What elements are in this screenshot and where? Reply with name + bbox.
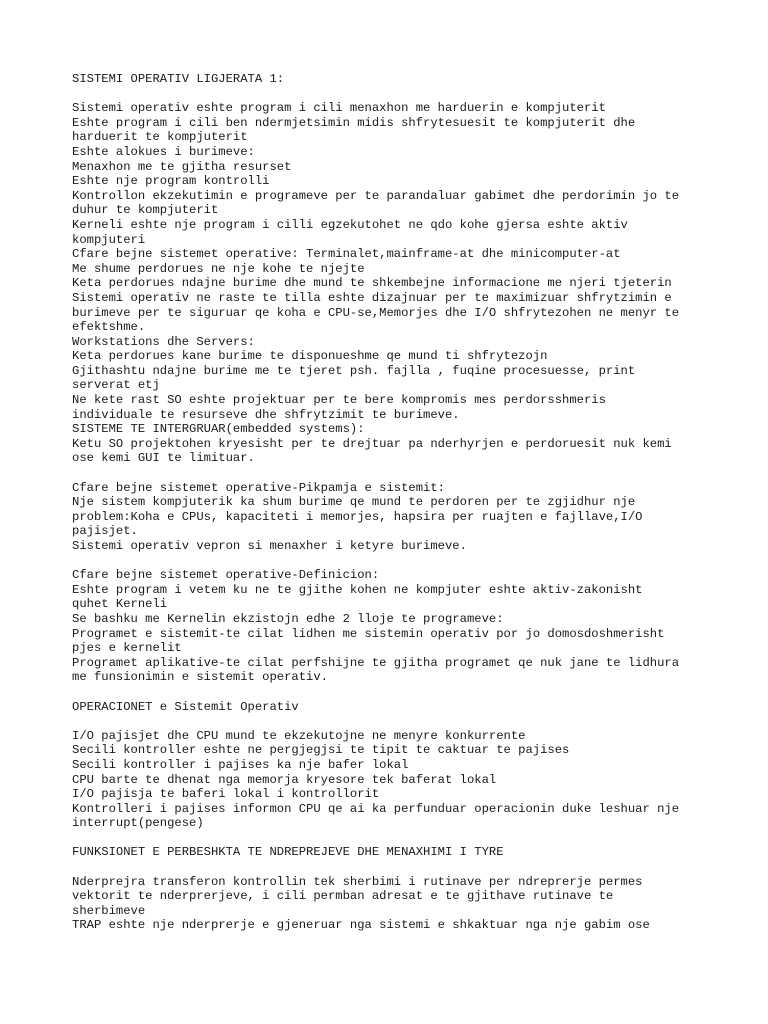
text-line: Cfare bejne sistemet operative: Terminalet,mainframe-at dhe minicomputer-at xyxy=(72,247,621,262)
text-line: burimeve per te siguruar qe koha e CPU-se,Memorjes dhe I/O shfrytezohen ne menyr te xyxy=(72,305,680,320)
text-line: Gjithashtu ndajne burime me te tjeret psh. fajlla , fuqine procesuesse, print xyxy=(72,363,636,378)
blank-line xyxy=(72,87,762,102)
text-line: Eshte alokues i burimeve: xyxy=(72,144,255,159)
text-line: duhur te kompjuterit xyxy=(72,203,219,218)
text-line: Me shume perdorues ne nje kohe te njejte xyxy=(72,261,365,276)
text-line: pajisjet. xyxy=(72,524,138,539)
text-line: I/O pajisjet dhe CPU mund te ekzekutojne ne menyre konkurrente xyxy=(72,728,526,743)
text-line: Kerneli eshte nje program i cilli egzekutohet ne qdo kohe gjersa eshte aktiv xyxy=(72,217,628,232)
text-line: Cfare bejne sistemet operative-Definicion: xyxy=(72,568,380,583)
text-line: serverat etj xyxy=(72,378,160,393)
text-line: Se bashku me Kernelin ekzistojn edhe 2 lloje te programeve: xyxy=(72,611,504,626)
blank-line xyxy=(72,685,762,700)
text-line: Nderprejra transferon kontrollin tek sherbimi i rutinave per ndreprerje permes xyxy=(72,874,643,889)
text-line: sherbimeve xyxy=(72,903,146,918)
text-line: Keta perdorues ndajne burime dhe mund te shkembejne informacione me njeri tjeterin xyxy=(72,276,672,291)
text-line: Cfare bejne sistemet operative-Pikpamja e sistemit: xyxy=(72,480,445,495)
text-line: Eshte program i cili ben ndermjetsimin midis shfrytesuesit te kompjuterit dhe xyxy=(72,115,636,130)
text-line: pjes e kernelit xyxy=(72,641,182,656)
text-line: efektshme. xyxy=(72,320,146,335)
text-line: harduerit te kompjuterit xyxy=(72,130,248,145)
text-line: Sistemi operativ ne raste te tilla eshte dizajnuar per te maximizuar shfrytzimin e xyxy=(72,290,672,305)
text-line: problem:Koha e CPUs, kapaciteti i memorjes, hapsira per ruajten e fajllave,I/O xyxy=(72,509,643,524)
text-line: Nje sistem kompjuterik ka shum burime qe mund te perdoren per te zgjidhur nje xyxy=(72,495,636,510)
text-line: ose kemi GUI te limituar. xyxy=(72,451,255,466)
text-line: vektorit te nderprerjeve, i cili permban adresat e te gjithave rutinave te xyxy=(72,889,614,904)
text-line: Sistemi operativ eshte program i cili menaxhon me harduerin e kompjuterit xyxy=(72,101,606,116)
blank-line xyxy=(72,860,762,875)
text-line: TRAP eshte nje nderprerje e gjeneruar nga sistemi e shkaktuar nga nje gabim ose xyxy=(72,918,650,933)
text-line: CPU barte te dhenat nga memorja kryesore tek baferat lokal xyxy=(72,772,497,787)
text-line: Secili kontroller eshte ne pergjegjsi te tipit te caktuar te pajises xyxy=(72,743,570,758)
text-line: SISTEMI OPERATIV LIGJERATA 1: xyxy=(72,72,285,86)
text-line: Menaxhon me te gjitha resurset xyxy=(72,159,292,174)
blank-line xyxy=(72,831,762,846)
text-line: Sistemi operativ vepron si menaxher i ketyre burimeve. xyxy=(72,539,467,553)
text-line: Eshte program i vetem ku ne te gjithe kohen ne kompjuter eshte aktiv-zakonisht xyxy=(72,582,643,597)
document-page xyxy=(72,72,762,933)
text-line: quhet Kerneli xyxy=(72,597,168,612)
text-line: me funsionimin e sistemit operativ. xyxy=(72,670,328,685)
text-line: interrupt(pengese) xyxy=(72,816,204,831)
text-line: FUNKSIONET E PERBESHKTA TE NDREPREJEVE DHE MENAXHIMI I TYRE xyxy=(72,845,504,860)
text-line: kompjuteri xyxy=(72,232,146,247)
text-line: individuale te resurseve dhe shfrytzimit te burimeve. xyxy=(72,407,460,422)
text-line: Programet aplikative-te cilat perfshijne te gjitha programet qe nuk jane te lidhura xyxy=(72,655,680,670)
text-line: Kontrollon ekzekutimin e programeve per te parandaluar gabimet dhe perdorimin jo te xyxy=(72,188,680,203)
text-line: Eshte nje program kontrolli xyxy=(72,174,270,189)
blank-line xyxy=(72,466,762,481)
text-line: Ne kete rast SO eshte projektuar per te bere kompromis mes perdorsshmeris xyxy=(72,393,606,408)
text-line: Programet e sistemit-te cilat lidhen me sistemin operativ por jo domosdoshmerisht xyxy=(72,626,665,641)
text-line: Workstations dhe Servers: xyxy=(72,334,255,349)
text-line: OPERACIONET e Sistemit Operativ xyxy=(72,699,299,714)
text-line: Kontrolleri i pajises informon CPU qe ai ka perfunduar operacionin duke leshuar nje xyxy=(72,801,680,816)
blank-line xyxy=(72,554,762,569)
text-line: I/O pajisja te baferi lokal i kontrollorit xyxy=(72,787,380,802)
text-line: Ketu SO projektohen kryesisht per te drejtuar pa nderhyrjen e perdoruesit nuk kemi xyxy=(72,436,672,451)
text-line: Secili kontroller i pajises ka nje bafer lokal xyxy=(72,757,409,772)
text-line: Keta perdorues kane burime te disponueshme qe mund ti shfrytezojn xyxy=(72,349,548,364)
text-line: SISTEME TE INTERGRUAR(embedded systems): xyxy=(72,422,365,437)
blank-line xyxy=(72,714,762,729)
